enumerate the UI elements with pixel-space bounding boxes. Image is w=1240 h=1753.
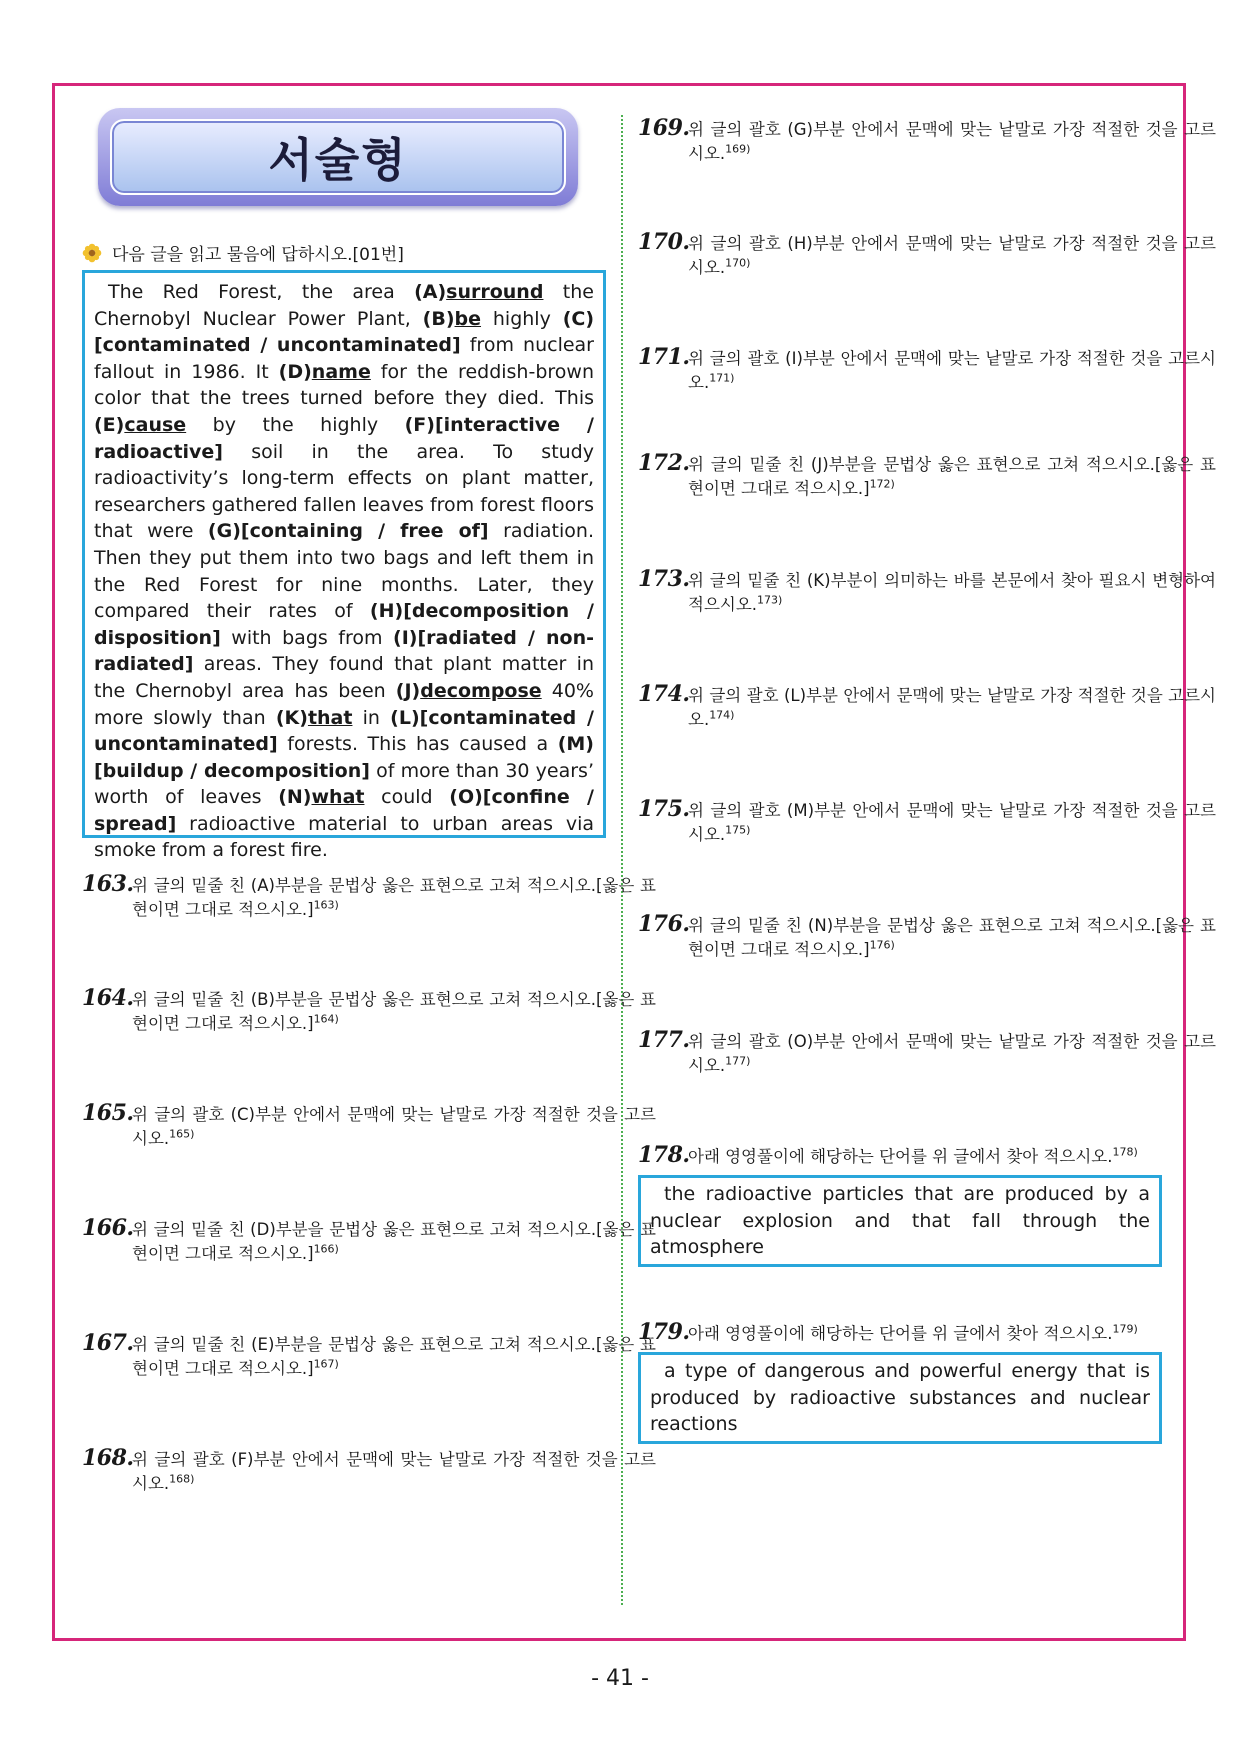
- question-number: 168.: [82, 1445, 134, 1471]
- footnote-ref: 177): [725, 1054, 751, 1068]
- footnote-ref: 163): [313, 898, 339, 912]
- question-169: [638, 116, 1216, 166]
- question-164: [82, 986, 656, 1036]
- passage-segment: from nuclear fallout in 1986. It: [94, 334, 594, 383]
- question-text: 위 글의 밑줄 친 (D)부분을 문법상 옳은 표현으로 고쳐 적으시오.[옳은 표현이면 그대로 적으시오.]: [132, 1220, 656, 1263]
- question-text: 위 글의 밑줄 친 (J)부분을 문법상 옳은 표현으로 고쳐 적으시오.[옳은 표현이면 그대로 적으시오.]: [688, 455, 1216, 498]
- footnote-ref: 167): [313, 1357, 339, 1371]
- footnote-ref: 165): [169, 1127, 195, 1141]
- question-text: 위 글의 밑줄 친 (B)부분을 문법상 옳은 표현으로 고쳐 적으시오.[옳은 표현이면 그대로 적으시오.]: [132, 990, 656, 1033]
- footnote-ref: 170): [725, 256, 751, 270]
- passage-marked-segment: what: [311, 786, 365, 809]
- passage-segment: in: [352, 706, 391, 729]
- passage-segment: of more than 30 years’ worth of leaves: [94, 759, 594, 809]
- question-175: [638, 797, 1216, 847]
- page-number: - 41 -: [591, 1666, 649, 1691]
- section-title-box: [98, 108, 578, 206]
- passage-marked-segment: (H)[decomposition / disposition]: [94, 600, 594, 649]
- passage-segment: the Chernobyl Nuclear Power Plant,: [94, 281, 594, 330]
- definition-text: the radioactive particles that are produced by a nuclear explosion and that fall through the atmosphere: [650, 1183, 1150, 1259]
- passage-marked-segment: (M)[buildup / decomposition]: [94, 733, 594, 782]
- question-text: 위 글의 괄호 (I)부분 안에서 문맥에 맞는 낱말로 가장 적절한 것을 고르시오.: [688, 349, 1216, 392]
- question-text: 아래 영영풀이에 해당하는 단어를 위 글에서 찾아 적으시오.: [688, 1324, 1113, 1343]
- question-176: [638, 912, 1216, 962]
- footnote-ref: 172): [869, 477, 895, 491]
- question-171: [638, 345, 1216, 395]
- definition-box-179: [638, 1352, 1162, 1444]
- footnote-ref: 169): [725, 142, 751, 156]
- question-number: 174.: [638, 681, 690, 707]
- passage-marked-segment: (G)[containing / free of]: [207, 520, 489, 543]
- footnote-ref: 179): [1112, 1322, 1138, 1336]
- passage-segment: areas. They found that plant matter in the Chernobyl area has been: [94, 653, 594, 702]
- question-text: 위 글의 괄호 (C)부분 안에서 문맥에 맞는 낱말로 가장 적절한 것을 고르시오.: [132, 1105, 656, 1148]
- question-number: 171.: [638, 344, 690, 370]
- question-179: [638, 1320, 1216, 1346]
- footnote-ref: 173): [757, 593, 783, 607]
- section-title-inner: [110, 119, 566, 195]
- question-text: 위 글의 괄호 (O)부분 안에서 문맥에 맞는 낱말로 가장 적절한 것을 고르시오.: [688, 1032, 1216, 1075]
- question-number: 166.: [82, 1215, 134, 1241]
- passage-segment: by the highly: [186, 413, 405, 436]
- passage-text: [94, 279, 594, 864]
- footnote-ref: 164): [313, 1012, 339, 1026]
- question-172: [638, 451, 1216, 501]
- question-163: [82, 872, 656, 922]
- question-number: 176.: [638, 911, 690, 937]
- question-text: 위 글의 괄호 (L)부분 안에서 문맥에 맞는 낱말로 가장 적절한 것을 고르시오.: [688, 686, 1216, 729]
- passage-marked-segment: surround: [446, 281, 544, 303]
- section-title: 서술형: [268, 133, 408, 187]
- question-text: 위 글의 밑줄 친 (K)부분이 의미하는 바를 본문에서 찾아 필요시 변형하여 적으시오.: [688, 571, 1216, 614]
- question-174: [638, 682, 1216, 732]
- passage-marked-segment: name: [311, 360, 371, 383]
- question-text: 위 글의 괄호 (H)부분 안에서 문맥에 맞는 낱말로 가장 적절한 것을 고르시오.: [688, 234, 1216, 277]
- passage-marked-segment: (C)[contaminated / uncontaminated]: [94, 307, 594, 357]
- passage-segment: The Red Forest, the area: [108, 281, 415, 303]
- passage-marked-segment: (D): [278, 360, 312, 383]
- passage-segment: forests. This has caused a: [277, 733, 558, 756]
- passage-marked-segment: that: [307, 706, 353, 729]
- question-text: 위 글의 밑줄 친 (E)부분을 문법상 옳은 표현으로 고쳐 적으시오.[옳은 표현이면 그대로 적으시오.]: [132, 1335, 656, 1378]
- passage-segment: radioactive material to urban areas via smoke from a forest fire.: [94, 812, 594, 862]
- question-177: [638, 1028, 1216, 1078]
- question-text: 위 글의 밑줄 친 (A)부분을 문법상 옳은 표현으로 고쳐 적으시오.[옳은 표현이면 그대로 적으시오.]: [132, 876, 656, 919]
- footnote-ref: 166): [313, 1242, 339, 1256]
- passage-marked-segment: (E): [94, 413, 125, 436]
- footnote-ref: 171): [709, 371, 735, 385]
- passage-segment: 40% more slowly than: [94, 679, 594, 729]
- question-166: [82, 1216, 656, 1266]
- definition-box-178: [638, 1175, 1162, 1267]
- column-divider: [621, 115, 623, 1605]
- passage-marked-segment: cause: [124, 413, 187, 436]
- instruction: [82, 240, 404, 265]
- question-text: 위 글의 밑줄 친 (N)부분을 문법상 옳은 표현으로 고쳐 적으시오.[옳은 표현이면 그대로 적으시오.]: [688, 916, 1216, 959]
- passage-segment: highly: [481, 307, 563, 330]
- passage-marked-segment: (F)[interactive / radioactive]: [94, 413, 595, 463]
- question-number: 177.: [638, 1027, 690, 1053]
- passage-segment: soil in the area. To study radioactivity’s long-term effects on plant matter, researchers gathered fallen leaves from forest floors that were: [94, 440, 594, 543]
- question-text: 위 글의 괄호 (G)부분 안에서 문맥에 맞는 낱말로 가장 적절한 것을 고르시오.: [688, 120, 1216, 163]
- footnote-ref: 168): [169, 1472, 195, 1486]
- passage-marked-segment: (L)[contaminated / uncontaminated]: [94, 706, 594, 756]
- footnote-ref: 175): [725, 823, 751, 837]
- passage-marked-segment: (N): [278, 786, 312, 809]
- question-text: 아래 영영풀이에 해당하는 단어를 위 글에서 찾아 적으시오.: [688, 1147, 1113, 1166]
- passage-marked-segment: (B): [422, 307, 455, 330]
- passage-marked-segment: decompose: [420, 679, 542, 702]
- question-168: [82, 1446, 656, 1496]
- question-170: [638, 230, 1216, 280]
- passage-marked-segment: (I)[radiated / non-radiated]: [94, 626, 594, 676]
- instruction-text: 다음 글을 읽고 물음에 답하시오.[01번]: [112, 245, 404, 265]
- question-number: 172.: [638, 450, 690, 476]
- passage-marked-segment: be: [454, 307, 482, 330]
- question-number: 169.: [638, 115, 690, 141]
- passage-segment: radiation. Then they put them into two bags and left them in the Red Forest for nine months. Later, they compared their rates of: [94, 520, 594, 623]
- question-number: 179.: [638, 1319, 690, 1345]
- question-167: [82, 1331, 656, 1381]
- question-178: [638, 1143, 1216, 1169]
- passage-box: [82, 270, 606, 862]
- passage-marked-segment: (A): [414, 281, 447, 303]
- passage-segment: could: [364, 786, 450, 809]
- question-number: 173.: [638, 566, 690, 592]
- definition-text: a type of dangerous and powerful energy that is produced by radioactive substances and nuclear reactions: [650, 1360, 1150, 1436]
- question-number: 163.: [82, 871, 134, 897]
- question-number: 164.: [82, 985, 134, 1011]
- question-number: 167.: [82, 1330, 134, 1356]
- question-number: 165.: [82, 1100, 134, 1126]
- flower-bullet-icon: [82, 243, 102, 263]
- passage-segment: with bags from: [220, 626, 394, 649]
- passage-segment: for the reddish-brown color that the trees turned before they died. This: [94, 360, 594, 410]
- footnote-ref: 178): [1112, 1145, 1138, 1159]
- passage-marked-segment: (J): [395, 679, 421, 702]
- question-173: [638, 567, 1216, 617]
- footnote-ref: 174): [709, 708, 735, 722]
- question-number: 178.: [638, 1142, 690, 1168]
- passage-marked-segment: (O)[confine / spread]: [94, 786, 594, 835]
- question-number: 175.: [638, 796, 690, 822]
- footnote-ref: 176): [869, 938, 895, 952]
- question-text: 위 글의 괄호 (F)부분 안에서 문맥에 맞는 낱말로 가장 적절한 것을 고르시오.: [132, 1450, 656, 1493]
- question-number: 170.: [638, 229, 690, 255]
- passage-marked-segment: (K): [275, 706, 308, 729]
- question-165: [82, 1101, 656, 1151]
- question-text: 위 글의 괄호 (M)부분 안에서 문맥에 맞는 낱말로 가장 적절한 것을 고르시오.: [688, 801, 1216, 844]
